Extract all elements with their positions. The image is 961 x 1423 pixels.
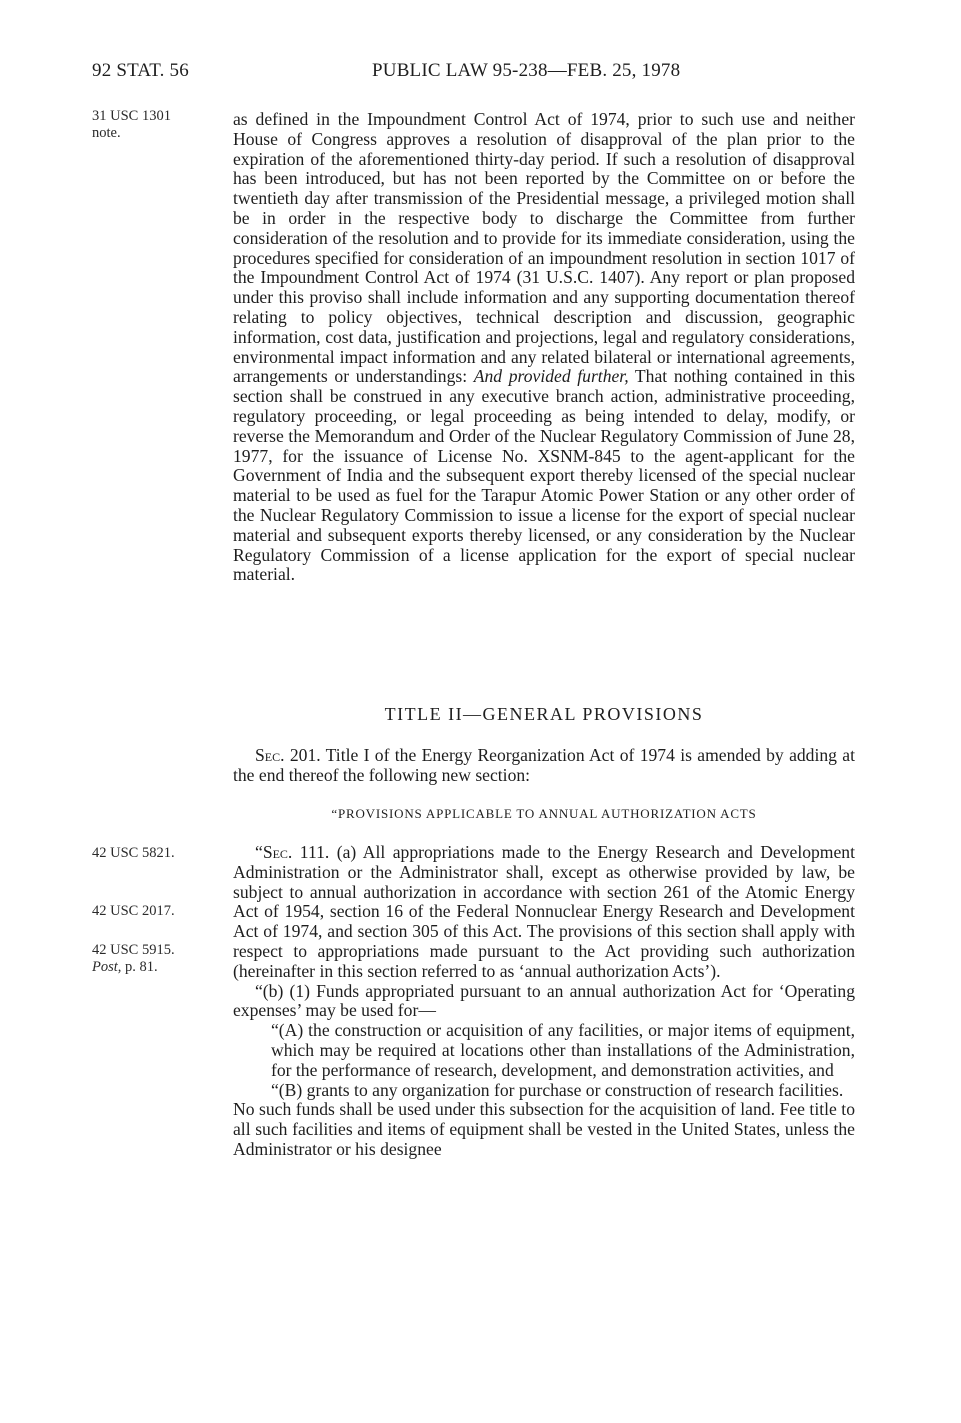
margin-note-line: 42 USC 5915.	[92, 942, 175, 958]
proviso-text-part1: as defined in the Impoundment Control Act of 1974, prior to such use and neither House of Congress approves a resolution of disapproval of the plan prior to the expiration of the aforementioned thirty-day period. If such a resolution of disapproval has been introduced, but has not been reported by the Committee on or before the twentieth day after transmission of the Presidential message, a privileged motion shall be in order in the respective body to discharge the Committee from further consideration of the resolution and to provide for its immediate consideration, using the procedures specified for consideration of an impoundment resolution in section 1017 of the Impoundment Control Act of 1974 (31 U.S.C. 1407). Any report or plan proposed under this proviso shall include information and any supporting documentation thereof relating to policy objectives, technical description and discussion, geographic information, cost data, justification and projections, legal and regulatory considerations, environmental impact information and any related bilateral or international agreements, arrangements or understandings:	[233, 109, 855, 387]
proviso-italic: And provided further,	[473, 366, 629, 387]
section-111-b1-A: “(A) the construction or acquisition of any facilities, or major items of equipment, which may be required at locations other than installations of the Administration, for the performance of research, development, and demonstration activities, and	[271, 1020, 855, 1080]
public-law-header: PUBLIC LAW 95-238—FEB. 25, 1978	[372, 60, 681, 81]
section-subheading: “PROVISIONS APPLICABLE TO ANNUAL AUTHORIZATION ACTS	[331, 806, 757, 821]
margin-note-42-usc-5821: 42 USC 5821.	[92, 845, 175, 861]
statute-page-number: 92 STAT. 56	[92, 60, 189, 81]
section-201-paragraph	[233, 746, 855, 786]
proviso-text-part2: That nothing contained in this section shall be construed in any executive branch action, administrative proceeding, regulatory proceeding, or legal proceeding as being intended to delay, modify, or reverse the Memorandum and Order of the Nuclear Regulatory Commission of June 28, 1977, for the issuance of License No. XSNM-845 to the agent-applicant for the Government of India and the subsequent export thereby licensed of the special nuclear material to be used as fuel for the Tarapur Atomic Power Station or any other order of the Nuclear Regulatory Commission to issue a license for the export of special nuclear material and subsequent exports thereby licensed, or any consideration by the Nuclear Regulatory Commission of a license application for the export of special nuclear material.	[233, 366, 855, 585]
margin-note-42-usc-5915	[92, 942, 175, 976]
section-111-block	[233, 843, 855, 1160]
margin-note-31-usc-1301	[92, 108, 171, 142]
section-111-b1: “(b) (1) Funds appropriated pursuant to an annual authorization Act for ‘Operating expenses’ may be used for—	[233, 980, 855, 1021]
section-111-a	[233, 843, 855, 982]
margin-note-line: 31 USC 1301	[92, 108, 171, 124]
section-111-closing: No such funds shall be used under this subsection for the acquisition of land. Fee title to all such facilities and items of equipment shall be vested in the United States, unless the Administrator or his designee	[233, 1099, 855, 1159]
margin-note-post: Post,	[92, 959, 122, 975]
title-heading: TITLE II—GENERAL PROVISIONS	[384, 704, 704, 724]
margin-note-line: note.	[92, 125, 121, 141]
margin-note-line	[92, 959, 175, 976]
margin-note-42-usc-2017: 42 USC 2017.	[92, 903, 175, 919]
proviso-text	[233, 110, 855, 585]
margin-note-page: p. 81.	[121, 959, 158, 975]
section-111-b1-B: “(B) grants to any organization for purchase or construction of research facilities.	[271, 1079, 844, 1100]
proviso-paragraph	[233, 110, 855, 585]
section-label: Sec.	[255, 745, 285, 765]
section-label: Sec.	[262, 842, 293, 862]
section-111-a-body: 111. (a) All appropriations made to the Energy Research and Development Administration or the Administrator shall, except as otherwise provided by law, be subject to annual authorization in accordance with section 261 of the Atomic Energy Act of 1954, section 16 of the Federal Nonnuclear Energy Research and Development Act of 1974, and section 305 of this Act. The provisions of this section shall apply with respect to appropriations made pursuant to the Act providing such authorization (hereinafter in this section referred to as ‘annual authorization Acts’).	[233, 842, 855, 981]
section-201-body: 201. Title I of the Energy Reorganization Act of 1974 is amended by adding at the end thereof the following new section:	[233, 745, 855, 785]
open-quote: “	[255, 842, 263, 862]
section-201-text	[233, 746, 855, 786]
